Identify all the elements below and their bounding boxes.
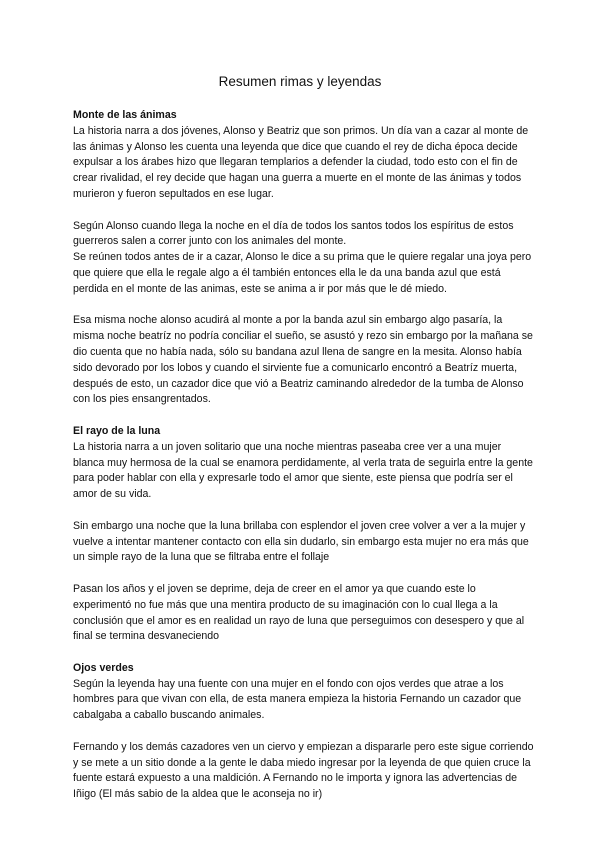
section-heading: El rayo de la luna <box>73 424 161 437</box>
paragraph: La historia narra a un joven solitario que una noche mientras paseaba cree ver a una mujer blanca muy hermosa de la cual se enamora perdidamente, al verla trata de seguirla entre la gente para poder hablar con ella y expresarle todo el amor que siente, este piensa que podría ser el amor de su vida. <box>73 440 533 501</box>
paragraph: Sin embargo una noche que la luna brillaba con esplendor el joven cree volver a ver a la mujer y vuelve a intentar mantener contacto con ella sin dudarlo, sin embargo esta mujer no era más que un simple rayo de la luna que se filtraba entre el follaje <box>73 519 529 564</box>
section-heading: Monte de las ánimas <box>73 109 177 121</box>
paragraph: Según la leyenda hay una fuente con una mujer en el fondo con ojos verdes que atrae a los hombres para que vivan con ella, de esta manera empieza la historia Fernando un cazador que cabalgaba a caballo buscando animales. <box>73 677 522 722</box>
section-el-rayo-de-la-luna <box>73 424 535 645</box>
section-monte-de-las-animas <box>73 108 535 408</box>
section-ojos-verdes <box>73 661 535 803</box>
paragraph: Según Alonso cuando llega la noche en el día de todos los santos todos los espíritus de estos guerreros salen a correr junto con los animales del monte. <box>73 219 514 248</box>
paragraph: Pasan los años y el joven se deprime, deja de creer en el amor ya que cuando este lo experimentó no fue más que una mentira producto de su imaginación con lo cual llega a la conclusión que el amor es en realidad un rayo de luna que perseguimos con desespero y que al final se termina desvaneciendo <box>73 582 525 643</box>
paragraph: Fernando y los demás cazadores ven un ciervo y empiezan a dispararle pero este sigue corriendo y se mete a un sitio donde a la gente le daba miedo ingresar por la leyenda de que quien cruce la fuente estará expuesto a una maldición. A Fernando no le importa y ignora las advertencias de Iñigo (El más sabio de la aldea que le aconseja no ir) <box>73 740 534 801</box>
section-heading: Ojos verdes <box>73 661 134 674</box>
document-title: Resumen rimas y leyendas <box>218 74 382 89</box>
paragraph: La historia narra a dos jóvenes, Alonso y Beatriz que son primos. Un día van a cazar al monte de las ánimas y Alonso les cuenta una leyenda que dice que cuando el rey de dicha época decide expulsar a los árabes hizo que llegaran templarios a defender la ciudad, todo esto con el fin de crear rivalidad, el rey decide que hagan una guerra a muerte en el monte de las ánimas y todos murieron y fueron sepultados en ese lugar. <box>73 124 529 200</box>
paragraph: Esa misma noche alonso acudirá al monte a por la banda azul sin embargo algo pasaría, la misma noche beatríz no podría conciliar el sueño, se asustó y rezo sin embargo por la mañana se dio cuenta que no había nada, sólo su bandana azul llena de sangre en la mesita. Alonso había sido devorado por los lobos y cuando el sirviente fue a comunicarlo encontró a Beatríz muerta, después de esto, un cazador dice que vió a Beatriz caminando alrededor de la tumba de Alonso con los pies ensangrentados. <box>73 314 533 406</box>
paragraph: Se reúnen todos antes de ir a cazar, Alonso le dice a su prima que le quiere regalar una joya pero que quiere que ella le regale algo a él también entonces ella le da una banda azul que está perdida en el monte de las animas, este se anima a ir por más que le dé miedo. <box>73 251 532 295</box>
document-body <box>73 108 535 803</box>
